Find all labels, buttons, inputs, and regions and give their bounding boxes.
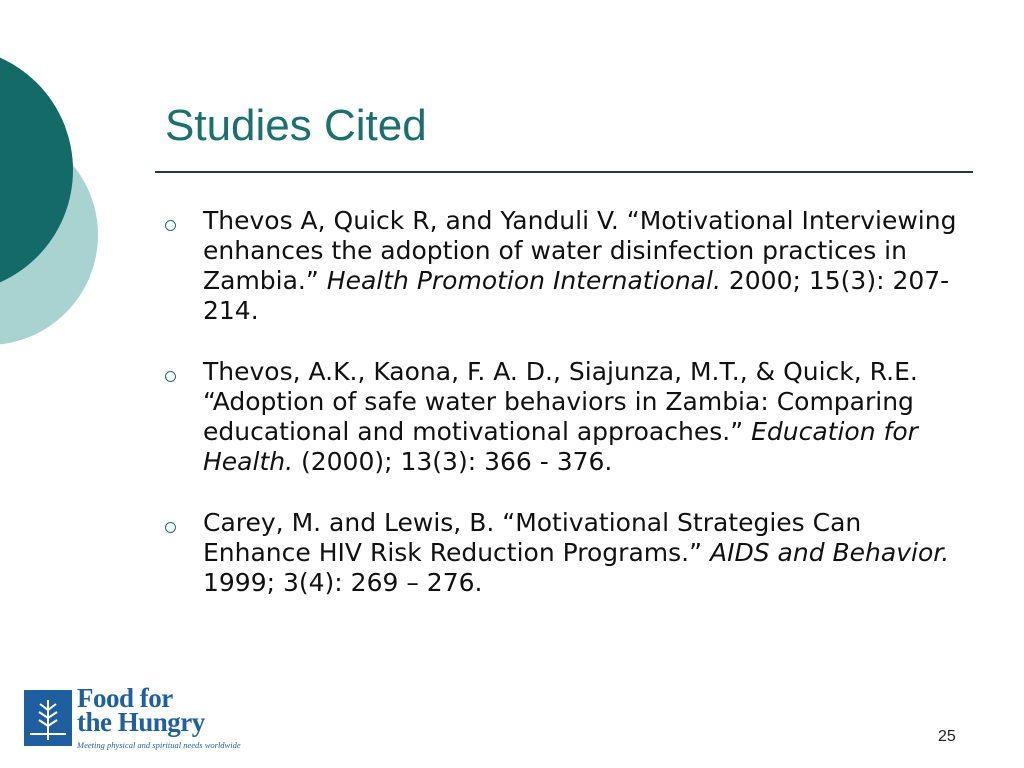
- logo-tagline: Meeting physical and spiritual needs worldwide: [77, 740, 241, 750]
- page-number: 25: [938, 728, 956, 745]
- reference-details: 1999; 3(4): 269 – 276.: [203, 568, 483, 597]
- reference-details: (2000); 13(3): 366 - 376.: [293, 447, 613, 476]
- hollow-circle-bullet-icon: [165, 371, 176, 382]
- reference-text: Thevos, A.K., Kaona, F. A. D., Siajunza, M.T., & Quick, R.E. “Adoption of safe water behaviors in Zambia: Comparing educational and motivational approaches.”: [203, 357, 918, 446]
- logo-wordmark: [77, 683, 205, 737]
- food-for-the-hungry-logo: [24, 683, 241, 752]
- wheat-emblem-icon: [24, 690, 72, 746]
- decorative-circles: [0, 0, 110, 400]
- reference-item: [165, 508, 965, 598]
- hollow-circle-bullet-icon: [165, 522, 176, 533]
- reference-details: 2000; 15(3): 207-214.: [203, 266, 950, 325]
- logo-name-line2: the Hungry: [77, 707, 205, 737]
- reference-text: Thevos A, Quick R, and Yanduli V. “Motivational Interviewing enhances the adoption of water disinfection practices in Zambia.”: [203, 206, 957, 295]
- reference-text: Carey, M. and Lewis, B. “Motivational Strategies Can Enhance HIV Risk Reduction Programs.”: [203, 508, 862, 567]
- title-divider: [155, 171, 973, 173]
- references-list: [165, 206, 965, 629]
- reference-item: [165, 357, 965, 477]
- hollow-circle-bullet-icon: [165, 220, 176, 231]
- reference-journal: AIDS and Behavior.: [709, 538, 950, 567]
- reference-item: [165, 206, 965, 326]
- reference-journal: Health Promotion International.: [326, 266, 721, 295]
- slide-title: Studies Cited: [165, 101, 427, 150]
- reference-journal: Education for Health.: [203, 417, 918, 476]
- logo-name-line1: Food for: [77, 683, 173, 713]
